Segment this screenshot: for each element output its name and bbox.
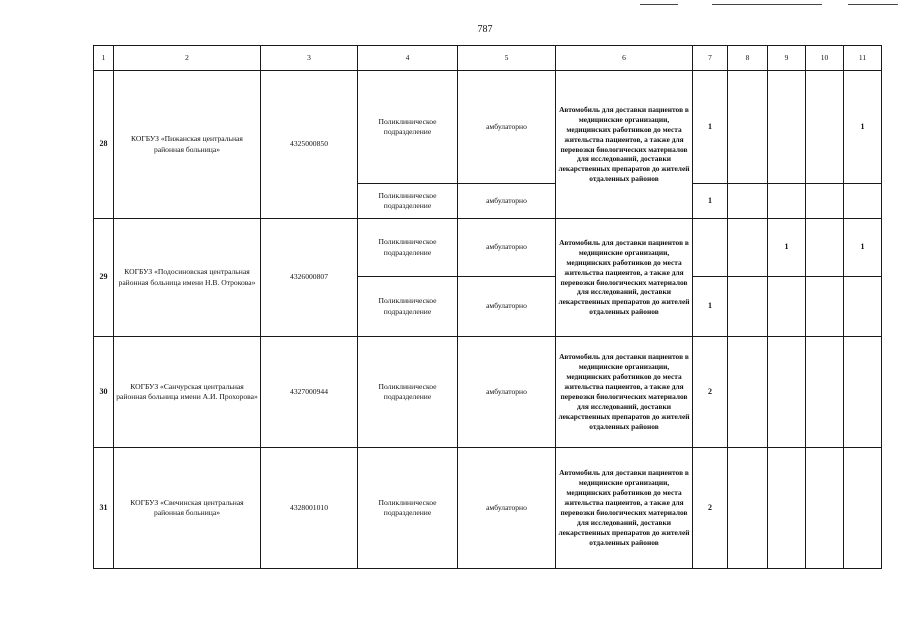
row-number: 29: [94, 219, 114, 337]
column-header: 1: [94, 46, 114, 71]
table-row: [94, 448, 882, 569]
count-col10: [806, 219, 844, 277]
vehicle-description: Автомобиль для доставки пациентов в медицинские организации, медицинских работников до места жительства пациентов, а также для перевозки биологических материалов для исследований, доставки лекарственных препаратов до жителей отдаленных районов: [556, 448, 693, 569]
unit-name: Поликлиническое подразделение: [358, 219, 458, 277]
count-col7: [693, 219, 728, 277]
table-row: [94, 219, 882, 277]
count-col11: [844, 184, 882, 219]
column-header: 6: [556, 46, 693, 71]
count-col9: [768, 448, 806, 569]
count-col8: [728, 448, 768, 569]
column-header: 3: [261, 46, 358, 71]
row-number: 30: [94, 337, 114, 448]
organization-name: КОГБУЗ «Подосиновская центральная районная больница имени Н.В. Отрокова»: [114, 219, 261, 337]
column-header: 7: [693, 46, 728, 71]
count-col7: 2: [693, 448, 728, 569]
inn-code: 4325000850: [261, 71, 358, 219]
count-col8: [728, 219, 768, 277]
column-header: 11: [844, 46, 882, 71]
unit-name: Поликлиническое подразделение: [358, 337, 458, 448]
count-col10: [806, 184, 844, 219]
count-col10: [806, 277, 844, 337]
count-col9: [768, 277, 806, 337]
count-col8: [728, 337, 768, 448]
care-mode: амбулаторно: [458, 448, 556, 569]
inn-code: 4327000944: [261, 337, 358, 448]
count-col11: 1: [844, 219, 882, 277]
count-col11: [844, 337, 882, 448]
count-col11: [844, 448, 882, 569]
scan-artifact-line: [640, 4, 678, 5]
care-mode: амбулаторно: [458, 71, 556, 184]
count-col10: [806, 71, 844, 184]
column-header: 5: [458, 46, 556, 71]
vehicle-description: Автомобиль для доставки пациентов в медицинские организации, медицинских работников до места жительства пациентов, а также для перевозки биологических материалов для исследований, доставки лекарственных препаратов до жителей отдаленных районов: [556, 219, 693, 337]
count-col7: 1: [693, 71, 728, 184]
row-number: 31: [94, 448, 114, 569]
unit-name: Поликлиническое подразделение: [358, 277, 458, 337]
count-col8: [728, 277, 768, 337]
table-row: [94, 71, 882, 184]
unit-name: Поликлиническое подразделение: [358, 448, 458, 569]
column-header: 10: [806, 46, 844, 71]
count-col10: [806, 448, 844, 569]
vehicle-description: Автомобиль для доставки пациентов в медицинские организации, медицинских работников до места жительства пациентов, а также для перевозки биологических материалов для исследований, доставки лекарственных препаратов до жителей отдаленных районов: [556, 337, 693, 448]
organization-name: КОГБУЗ «Санчурская центральная районная больница имени А.И. Прохорова»: [114, 337, 261, 448]
count-col7: 1: [693, 277, 728, 337]
column-header: 2: [114, 46, 261, 71]
column-header: 8: [728, 46, 768, 71]
table-row: [94, 337, 882, 448]
row-number: 28: [94, 71, 114, 219]
inn-code: 4326000807: [261, 219, 358, 337]
count-col7: 1: [693, 184, 728, 219]
count-col10: [806, 337, 844, 448]
vehicle-description: Автомобиль для доставки пациентов в медицинские организации, медицинских работников до места жительства пациентов, а также для перевозки биологических материалов для исследований, доставки лекарственных препаратов до жителей отдаленных районов: [556, 71, 693, 219]
care-mode: амбулаторно: [458, 219, 556, 277]
count-col9: 1: [768, 219, 806, 277]
unit-name: Поликлиническое подразделение: [358, 71, 458, 184]
count-col7: 2: [693, 337, 728, 448]
care-mode: амбулаторно: [458, 277, 556, 337]
care-mode: амбулаторно: [458, 184, 556, 219]
unit-name: Поликлиническое подразделение: [358, 184, 458, 219]
count-col9: [768, 184, 806, 219]
inn-code: 4328001010: [261, 448, 358, 569]
header-row: [94, 46, 882, 71]
count-col8: [728, 184, 768, 219]
data-table: [93, 45, 882, 569]
count-col8: [728, 71, 768, 184]
column-header: 4: [358, 46, 458, 71]
organization-name: КОГБУЗ «Пижанская центральная районная больница»: [114, 71, 261, 219]
count-col11: [844, 277, 882, 337]
count-col9: [768, 71, 806, 184]
scan-artifact-line: [848, 4, 898, 5]
care-mode: амбулаторно: [458, 337, 556, 448]
scan-artifact-line: [712, 4, 822, 5]
count-col9: [768, 337, 806, 448]
count-col11: 1: [844, 71, 882, 184]
column-header: 9: [768, 46, 806, 71]
organization-name: КОГБУЗ «Свечинская центральная районная больница»: [114, 448, 261, 569]
page-number: 787: [477, 24, 493, 35]
